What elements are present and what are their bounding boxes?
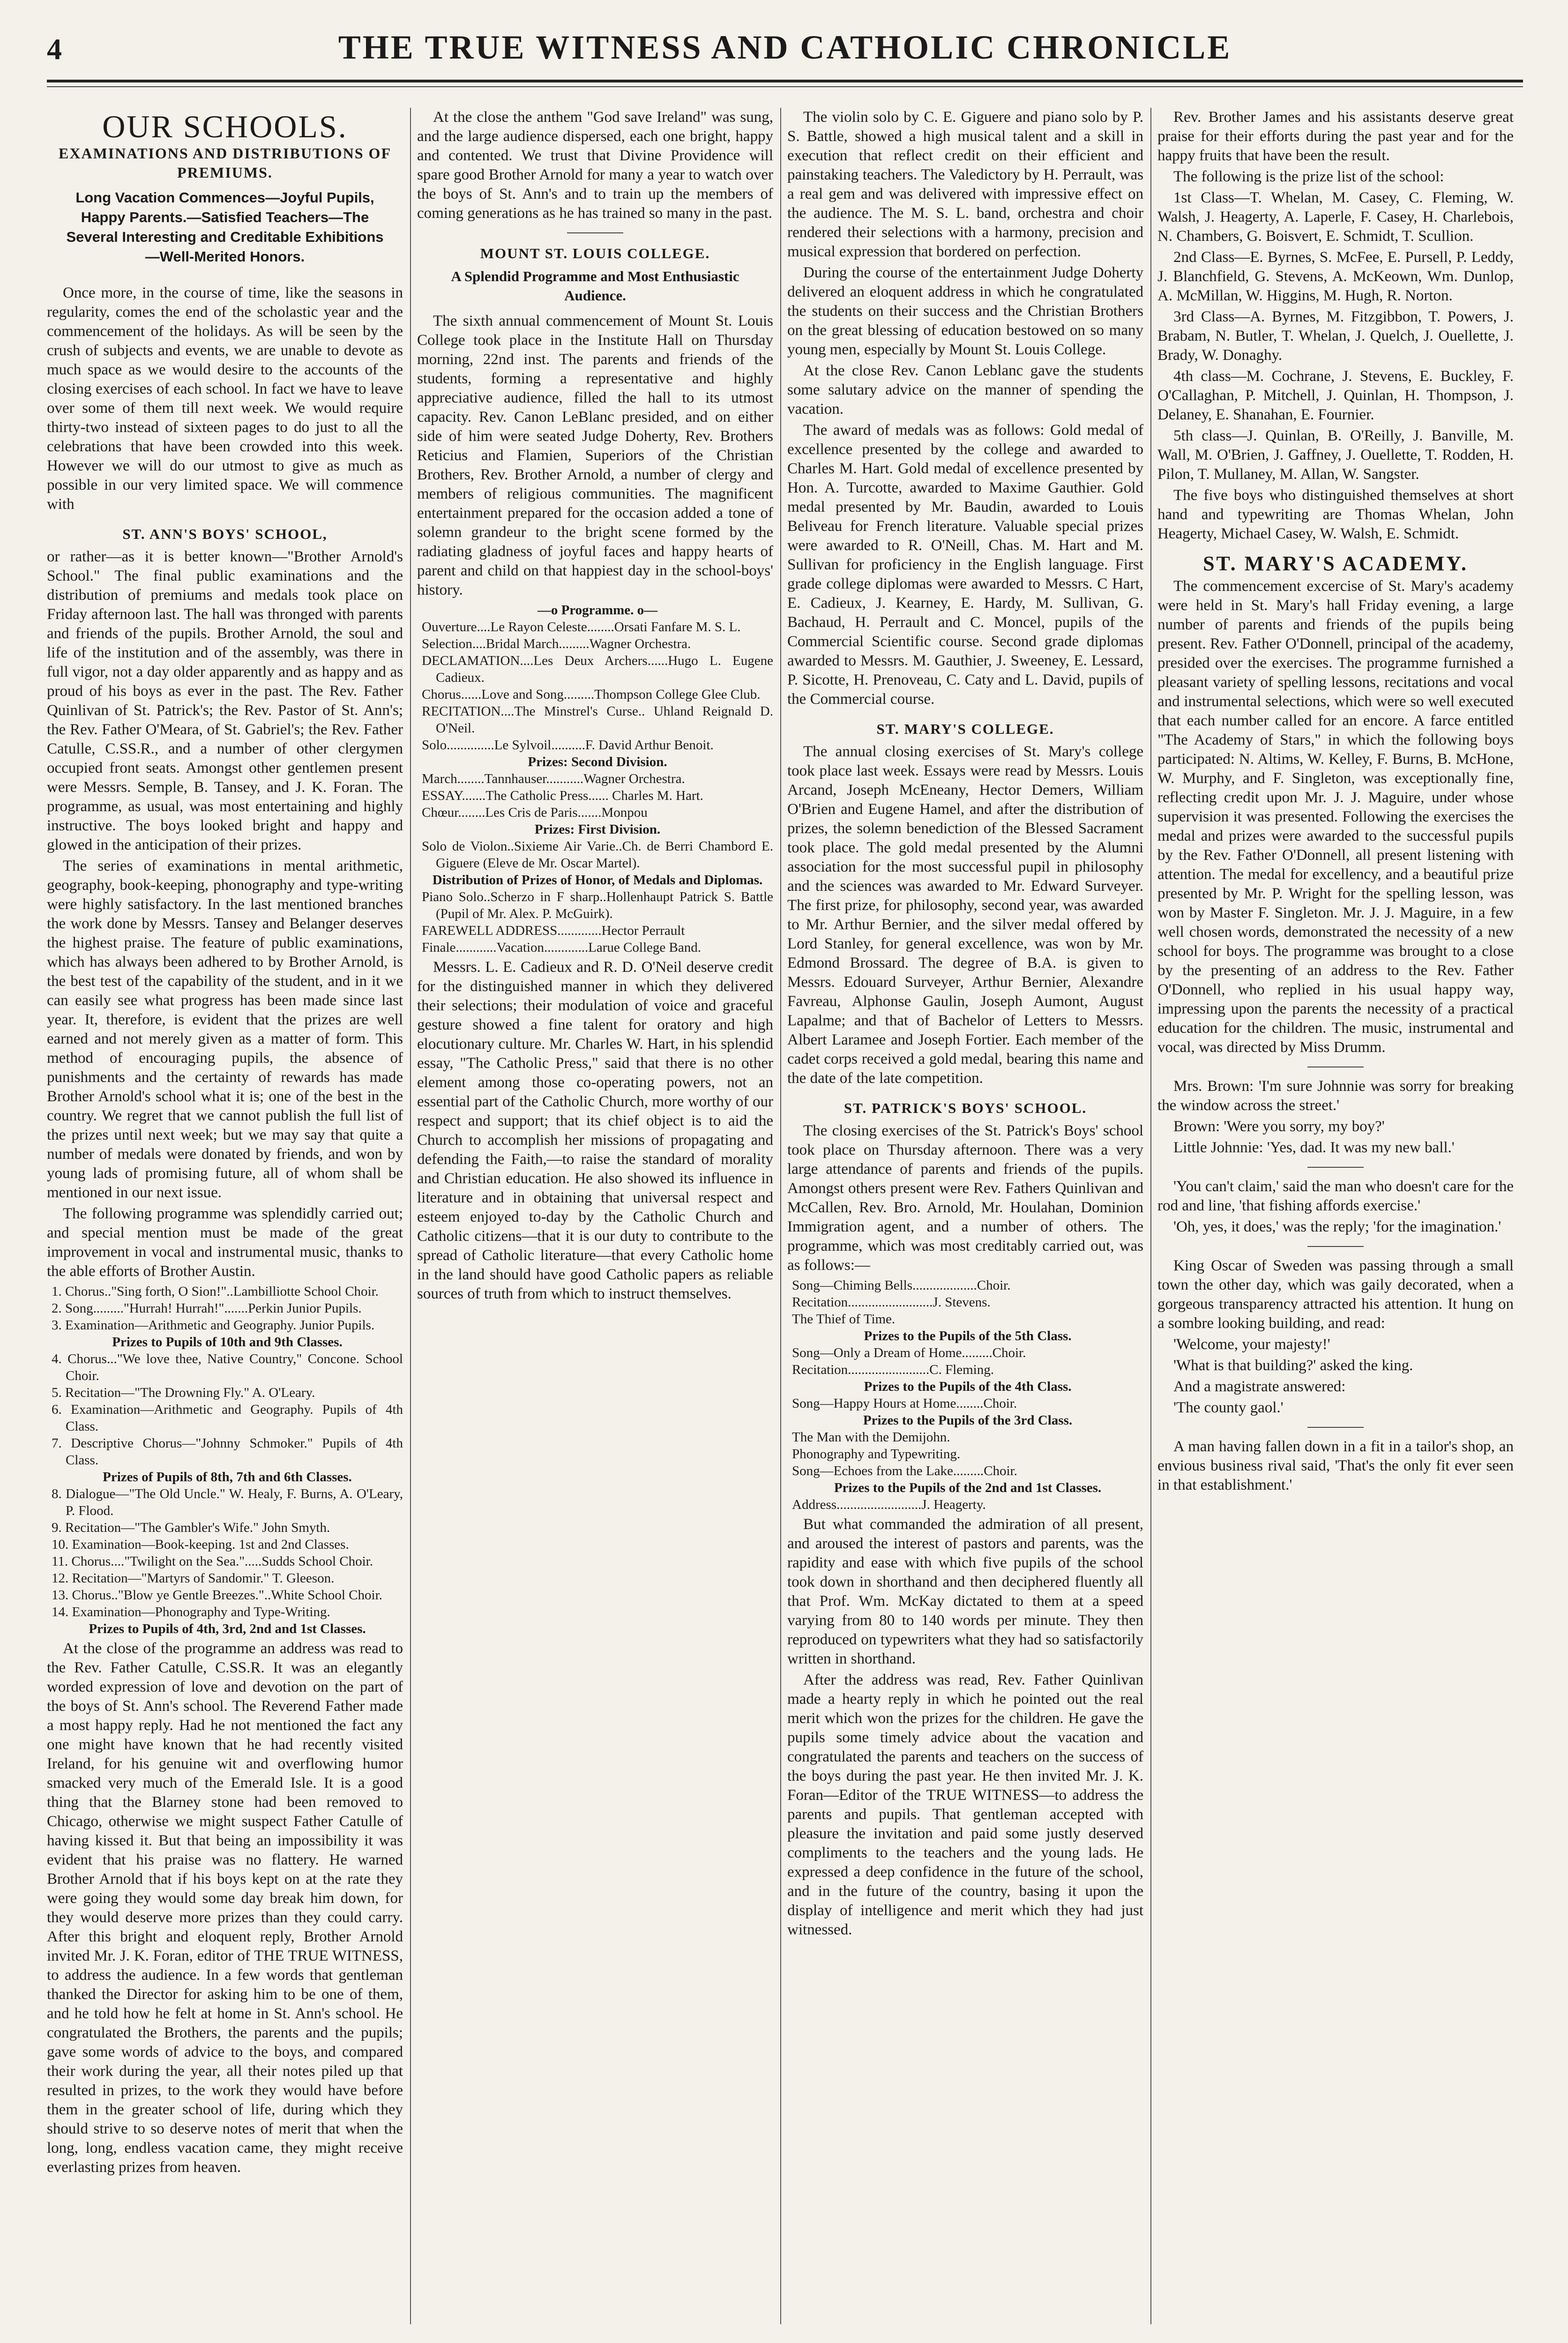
programme-item: Prizes of Pupils of 8th, 7th and 6th Classes.: [103, 1470, 352, 1485]
filler-item: And a magistrate answered:: [1173, 1378, 1346, 1395]
programme-item: DECLAMATION....Les Deux Archers......Hugo L. Eugene Cadieux.: [422, 653, 773, 685]
st-patricks-body-4: Rev. Brother James and his assistants deserve great praise for their efforts during the past year and for the happy fruits that have been the result.: [1157, 109, 1514, 164]
article-decks: Long Vacation Commences—Joyful Pupils, Happy Parents.—Satisfied Teachers—The Several Interesting and Creditable Exhibitions—Well-Merited Honors.: [66, 189, 384, 265]
paragraph: The series of examinations in mental arithmetic, geography, book-keeping, phonography and type-writing were highly satisfactory. In the last mentioned branches the work done by Messrs. Tansey and Belanger deserves the highest praise. The feature of public examinations, which has always been adhered to by Brother Arnold, is the best test of the capability of the student, and in it we can easily see what progress has been made since last year. It, therefore, is evident that the prizes are well earned and not merely given as a matter of form. This method of encouraging pupils, the absence of punishments and the certainty of rewards has made Brother Arnold's school what it is; one of the best in the country. We regret that we cannot publish the full list of the prizes until next week; but we may say that quite a number of medals were donated by friends, and won by young lads of promising future, all of whom shall be mentioned in our next issue.: [47, 858, 403, 1201]
programme-item: 3. Examination—Arithmetic and Geography. Junior Pupils.: [52, 1318, 375, 1333]
st-anns-closing-2: At the close the anthem "God save Ireland" was sung, and the large audience dispersed, each one bright, happy and contented. We trust that Divine Providence will spare good Brother Arnold for many a year to watch over the boys of St. Ann's and to train up the members of coming generations as he has trained so many in the past.: [417, 109, 773, 222]
programme-item: March........Tannhauser...........Wagner Orchestra.: [422, 771, 685, 786]
mount-st-louis-body-5: The award of medals was as follows: Gold medal of excellence presented by the college and awarded to Charles M. Hart. Gold medal of excellence presented by Hon. A. Turcotte, awarded to Maxime Gauthier. Gold medal presented by Mr. Baudin, awarded to Louis Beliveau for French literature. Valuable special prizes were awarded to R. O'Neill, Chas. M. Hart and M. Sullivan for proficiency in the English language. First grade college diplomas were awarded to Messrs. C Hart, E. Cadieux, J. Kearney, E. Hardy, M. Sullivan, G. Bachaud, H. Perrault and C. Moncel, pupils of the Commercial Scientific course. Second grade diplomas awarded to Messrs. M. Gauthier, J. Sweeney, E. Lessard, P. Sicotte, H. Prenoveau, C. Caty and L. David, pupils of the Commercial course.: [787, 422, 1143, 708]
st-marys-academy-body: The commencement excercise of St. Mary's academy were held in St. Mary's hall Friday evening, a large number of parents and friends of the pupils being present. Rev. Father O'Donnell, principal of the academy, presided over the exercises. The programme furnished a pleasant variety of spelling lessons, recitations and vocal and instrumental selections, which were so well executed that each number called for an encore. A farce entitled "The Academy of Stars," in which the following boys participated: N. Altims, W. Kelley, F. Burns, B. McHone, W. Murphy, and F. Singleton, was exceptionally fine, reflecting credit upon Mr. J. J. Maguire, under whose supervision it was presented. Following the exercises the medal and prizes were awarded to the successful pupils by the Rev. Father O'Donnell, all present listening with attention. The medal for excellency, and a beautiful prize presented by Mr. P. Wright for the spelling lesson, was won by Master F. Singleton. Mr. J. J. Maguire, in a few well chosen words, demonstrated the necessity of a new school for boys. The programme was brought to a close by the presenting of an address to the Rev. Father O'Donnell, who replied in his usual happy way, impressing upon the parents the necessity of a practical education for the children. The music, instrumental and vocal, was directed by Miss Drumm.: [1157, 578, 1514, 1056]
programme-heading: Distribution of Prizes of Honor, of Medals and Diplomas.: [432, 873, 763, 888]
programme-item: Selection....Bridal March.........Wagner Orchestra.: [422, 636, 691, 651]
programme-item: FAREWELL ADDRESS.............Hector Perrault: [422, 923, 685, 938]
section-rule: [1307, 1246, 1364, 1247]
programme-item: Address.........................J. Heagerty.: [792, 1497, 986, 1512]
filler-item: 'Oh, yes, it does,' was the reply; 'for the imagination.': [1173, 1218, 1501, 1235]
column-divider: [410, 108, 411, 2324]
programme-item: Song—Happy Hours at Home........Choir.: [792, 1396, 1017, 1411]
programme-item: 4. Chorus..."We love thee, Native Country," Concone. School Choir.: [52, 1351, 403, 1383]
st-patricks-body-3: After the address was read, Rev. Father Quinlivan made a hearty reply in which he pointed out the real merit which won the prizes for the children. He gave the pupils some timely advice about the vacation and congratulated the parents and teachers on the success of the boys during the past year. He then invited Mr. J. K. Foran—Editor of the TRUE WITNESS—to address the parents and pupils. That gentleman accepted with pleasure the invitation and paid some justly deserved compliments to the teachers and the young lads. He expressed a deep confidence in the future of the school, and in the future of the country, basing it upon the display of intelligence and merit which they had just witnessed.: [787, 1671, 1143, 1938]
prize-list-item: 4th class—M. Cochrane, J. Stevens, E. Buckley, F. O'Callaghan, P. Mitchell, J. Quinlan, H. Thompson, J. Delaney, E. Shanahan, E. Fournier.: [1157, 368, 1514, 423]
paragraph: The following programme was splendidly carried out; and special mention must be made of the great improvement in vocal and instrumental music, thanks to the able efforts of Brother Austin.: [47, 1205, 403, 1280]
programme-item: Prizes to the Pupils of the 3rd Class.: [863, 1413, 1073, 1428]
st-marys-academy-heading: ST. MARY'S ACADEMY.: [1203, 552, 1468, 575]
st-patricks-body-2: But what commanded the admiration of all present, and aroused the interest of pastors and parents, was the rapidity and ease with which five pupils of the school took down in shorthand and then deciphered fluently all that Prof. Wm. McKay dictated to them at a speed varying from 80 to 140 words per minute. They then reproduced on typewriters what they had so satisfactorily written in shorthand.: [787, 1516, 1143, 1667]
programme-item: 14. Examination—Phonography and Type-Writing.: [52, 1604, 330, 1619]
programme-item: Prizes to the Pupils of the 2nd and 1st Classes.: [834, 1480, 1102, 1495]
filler-item: King Oscar of Sweden was passing through a small town the other day, which was gaily decorated, when a gorgeous transparency attracted his attention. It hung on a sombre looking building, and read:: [1157, 1257, 1514, 1332]
mount-st-louis-body-2: The violin solo by C. E. Giguere and piano solo by P. S. Battle, showed a high musical talent and a skill in execution that reflect credit on their efficient and painstaking teachers. The Valedictory by H. Perrault, was a real gem and was delivered with impressive effect on the audience. The M. S. L. band, orchestra and choir rendered their selections with a harmony, precision and musical expression that bordered on perfection.: [787, 109, 1143, 260]
article-intro: Once more, in the course of time, like the seasons in regularity, comes the end of the scholastic year and the commencement of the holidays. As will be seen by the crush of subjects and events, we are unable to devote as much space as we would desire to the accounts of the closing exercises of each school. In fact we have to leave over some of them till next week. We would require thirty-two instead of sixteen pages to do just to all the celebrations that have been crowded into this week. However we will do our utmost to give as much as possible in our very limited space. We will commence with: [47, 284, 403, 513]
column-divider: [780, 108, 781, 2324]
prize-list-item: 3rd Class—A. Byrnes, M. Fitzgibbon, T. Powers, J. Brabam, N. Butler, T. Whelan, J. Quelch, J. Ouellette, J. Brady, W. Donaghy.: [1157, 308, 1514, 364]
programme-item: Ouverture....Le Rayon Celeste........Orsati Fanfare M. S. L.: [422, 619, 741, 634]
section-rule: [567, 232, 623, 233]
section-rule: [1307, 1167, 1364, 1168]
st-patricks-body-6: The five boys who distinguished themselves at short hand and typewriting are Thomas Whelan, John Heagerty, Michael Casey, W. Walsh, E. Schmidt.: [1157, 487, 1514, 542]
programme-item: Recitation........................C. Fleming.: [792, 1362, 994, 1377]
programme-item: Prizes to Pupils of 4th, 3rd, 2nd and 1st Classes.: [89, 1621, 366, 1636]
masthead: [47, 28, 1523, 82]
st-marys-college-heading: ST. MARY'S COLLEGE.: [876, 721, 1054, 737]
mount-st-louis-body: Messrs. L. E. Cadieux and R. D. O'Neil deserve credit for the distinguished manner in which they delivered their selections; their modulation of voice and graceful gesture showed a fine talent for oratory and high elocutionary culture. Mr. Charles W. Hart, in his splendid essay, "The Catholic Press," said that there is no other element among those co-operating powers, not an essential part of the Catholic Church, more worthy of our respect and support; that its chief object is to aid the Church to accomplish her missions of propagating and defending the Faith,—to raise the standard of morality and Christian education. He also showed its influence in literature and in obtaining that universal respect and esteem enjoyed to-day by the Catholic Church and Catholic citizens—that it is our duty to contribute to the spread of Catholic literature—that every Catholic home in the land should have good Catholic papers as reliable sources of truth from which to instruct themselves.: [417, 959, 773, 1302]
programme-item: Chorus......Love and Song.........Thompson College Glee Club.: [422, 687, 761, 702]
programme-item: 10. Examination—Book-keeping. 1st and 2nd Classes.: [52, 1537, 349, 1552]
filler-item: 'What is that building?' asked the king.: [1173, 1357, 1413, 1374]
article-title: OUR SCHOOLS.: [102, 109, 348, 144]
programme-item: Prizes to the Pupils of the 4th Class.: [864, 1379, 1072, 1394]
programme-item: 2. Song........."Hurrah! Hurrah!".......Perkin Junior Pupils.: [52, 1301, 362, 1316]
programme-heading: Prizes: Second Division.: [528, 754, 667, 769]
mount-st-louis-heading: MOUNT ST. LOUIS COLLEGE.: [480, 245, 710, 261]
programme-item: Song—Chiming Bells...................Choir.: [792, 1278, 1011, 1293]
programme-item: Chœur........Les Cris de Paris.......Monpou: [422, 805, 648, 820]
programme-item: The Thief of Time.: [792, 1312, 896, 1327]
programme-item: The Man with the Demijohn.: [792, 1430, 950, 1445]
filler-item: Mrs. Brown: 'I'm sure Johnnie was sorry for breaking the window across the street.': [1157, 1078, 1514, 1114]
programme-item: RECITATION....The Minstrel's Curse.. Uhland Reignald D. O'Neil.: [422, 704, 773, 736]
programme-heading: —o Programme. o—: [537, 603, 658, 618]
programme-item: Phonography and Typewriting.: [792, 1447, 961, 1462]
programme-item: Song—Echoes from the Lake.........Choir.: [792, 1463, 1017, 1478]
programme-item: Recitation.........................J. Stevens.: [792, 1295, 991, 1310]
programme-item: 8. Dialogue—"The Old Uncle." W. Healy, F. Burns, A. O'Leary, P. Flood.: [52, 1486, 403, 1518]
programme-item: 9. Recitation—"The Gambler's Wife." John Smyth.: [52, 1520, 330, 1535]
mount-st-louis-body-3: During the course of the entertainment Judge Doherty delivered an eloquent address in which he congratulated the students on their success and the Christian Brothers on the great blessing of education bestowed on so many young men, especially by Mount St. Louis College.: [787, 264, 1143, 358]
st-marys-college-body: The annual closing exercises of St. Mary's college took place last week. Essays were read by Messrs. Louis Arcand, Joseph McEneany, Hector Demers, William O'Brien and Eugene Hamel, and after the distribution of prizes, the solemn benediction of the Blessed Sacrament took place. The gold medal presented by the Alumni association for the most successful pupil in philosophy and the sciences was awarded to Mr. Edward Surveyer. The first prize, for philosophy, second year, was awarded to Mr. Arthur Bernier, and the silver medal offered by Lord Stanley, for general excellence, was won by Mr. Edmond Brossard. The degree of B.A. is given to Messrs. Edouard Surveyer, Arthur Bernier, Alexandre Favreau, Alphonse Gaulin, Joseph Aumont, August Lapalme; and that of Bachelor of Letters to Messrs. Albert Laramee and Joseph Fortier. Each member of the cadet corps received a gold medal, bearing this name and the date of the late competition.: [787, 743, 1143, 1087]
programme-heading: Prizes: First Division.: [534, 822, 661, 837]
st-anns-programme: [52, 1283, 403, 1637]
st-patricks-programme: [792, 1277, 1143, 1513]
programme-item: Piano Solo..Scherzo in F sharp..Hollenhaupt Patrick S. Battle (Pupil of Mr. Alex. P. McGuirk).: [422, 889, 773, 921]
prize-list-item: 5th class—J. Quinlan, B. O'Reilly, J. Banville, M. Wall, M. O'Brien, J. Gaffney, J. Ouellette, T. Rodden, H. Pilon, T. Mullaney, M. Allan, W. Sangster.: [1157, 427, 1514, 483]
article-subtitle: EXAMINATIONS AND DISTRIBUTIONS OF PREMIUMS.: [59, 145, 391, 181]
programme-item: Song—Only a Dream of Home.........Choir.: [792, 1345, 1026, 1360]
column-3: [787, 108, 1143, 2324]
st-patricks-heading: ST. PATRICK'S BOYS' SCHOOL.: [844, 1100, 1087, 1116]
column-divider: [1150, 108, 1151, 2324]
mount-st-louis-intro: The sixth annual commencement of Mount St. Louis College took place in the Institute Hall on Thursday morning, 22nd inst. The parents and friends of the students, forming a representative and highly appreciative audience, filled the hall to its utmost capacity. Rev. Canon LeBlanc presided, and on either side of him were seated Judge Doherty, Rev. Brothers Reticius and Flamien, Superiors of the Christian Brothers, Rev. Brother Arnold, a number of clergy and members of religious communities. The magnificent entertainment prepared for the occasion added a tone of solemn grandeur to the bright scene formed by the radiating gladness of joyful faces and happy hearts of parent and child on that happiest day in the school-boys' history.: [417, 313, 773, 598]
filler-item: 'The county gaol.': [1173, 1399, 1284, 1416]
programme-item: 6. Examination—Arithmetic and Geography. Pupils of 4th Class.: [52, 1402, 403, 1434]
programme-item: 7. Descriptive Chorus—"Johnny Schmoker." Pupils of 4th Class.: [52, 1436, 403, 1468]
section-rule: [1307, 1427, 1364, 1428]
programme-item: Prizes to the Pupils of the 5th Class.: [864, 1328, 1072, 1343]
programme-item: Finale............Vacation.............Larue College Band.: [422, 940, 701, 955]
mount-st-louis-deck: A Splendid Programme and Most Enthusiastic Audience.: [451, 268, 739, 304]
programme-item: Prizes to Pupils of 10th and 9th Classes.: [112, 1335, 343, 1350]
column-4: [1157, 108, 1514, 2324]
programme-item: Solo de Violon..Sixieme Air Varie..Ch. de Berri Chambord E. Giguere (Eleve de Mr. Oscar Martel).: [422, 839, 773, 871]
programme-item: 11. Chorus...."Twilight on the Sea.".....Sudds School Choir.: [52, 1554, 373, 1569]
st-anns-closing: At the close of the programme an address was read to the Rev. Father Catulle, C.SS.R. It was an elegantly worded expression of love and devotion on the part of the boys of St. Ann's school. The Reverend Father made a most happy reply. Had he not mentioned the fact any one might have known that he had recently visited Ireland, for his genuine wit and overflowing humor smacked very much of the Emerald Isle. It is a good thing that the Blarney stone had been removed to Chicago, otherwise we might suspect Father Catulle of having kissed it. But that being an impossibility it was evident that his praise was no flattery. He warned Brother Arnold that if his boys kept on at the rate they were going they would some day break him down, for they would deserve more prizes than they could carry. After this bright and eloquent reply, Brother Arnold invited Mr. J. K. Foran, editor of THE TRUE WITNESS, to address the audience. In a few words that gentleman thanked the Director for asking him to be one of them, and he told how he felt at home in St. Ann's school. He congratulated the Brothers, the parents and the pupils; gave some words of advice to the boys, and compared their work during the year, all their notes piled up that resulted in prizes, to the work they would have before them in the greater school of life, during which they should strive to so deserve notes of merit that when the long, long, endless vacation came, they might receive everlasting prizes from heaven.: [47, 1640, 403, 2176]
st-patricks-body-5: The following is the prize list of the school:: [1173, 168, 1444, 185]
programme-item: ESSAY.......The Catholic Press...... Charles M. Hart.: [422, 788, 703, 803]
column-2: [417, 108, 773, 2324]
page-number: 4: [47, 32, 62, 66]
mount-st-louis-programme: [422, 602, 773, 956]
masthead-rule: [47, 86, 1523, 87]
filler-item: 'You can't claim,' said the man who doesn't care for the rod and line, 'that fishing affords exercise.': [1157, 1178, 1514, 1214]
prize-list-item: 2nd Class—E. Byrnes, S. McFee, E. Pursell, P. Leddy, J. Blanchfield, G. Stevens, A. McKeown, Wm. Dunlop, A. McMillan, W. Higgins, M. Hugh, R. Norton.: [1157, 249, 1514, 304]
programme-item: 13. Chorus.."Blow ye Gentle Breezes."..White School Choir.: [52, 1588, 382, 1603]
programme-item: 5. Recitation—"The Drowning Fly." A. O'Leary.: [52, 1385, 315, 1400]
st-patricks-body: The closing exercises of the St. Patrick's Boys' school took place on Thursday afternoon. There was a very large attendance of parents and friends of the pupils. Amongst others present were Rev. Fathers Quinlivan and McCallen, Rev. Bro. Arnold, Mr. Houlahan, Dominion Immigration agent, and a number of others. The programme, which was most creditably carried out, was as follows:—: [787, 1122, 1143, 1274]
mount-st-louis-body-4: At the close Rev. Canon Leblanc gave the students some salutary advice on the manner of spending the vacation.: [787, 362, 1143, 418]
paper-title: THE TRUE WITNESS AND CATHOLIC CHRONICLE: [338, 29, 1232, 66]
programme-item: 1. Chorus.."Sing forth, O Sion!"..Lambilliotte School Choir.: [52, 1284, 379, 1299]
st-anns-heading: ST. ANN'S BOYS' SCHOOL,: [122, 526, 328, 542]
filler-item: Little Johnnie: 'Yes, dad. It was my new ball.': [1173, 1139, 1455, 1156]
filler-item: Brown: 'Were you sorry, my boy?': [1173, 1118, 1385, 1135]
filler-item: A man having fallen down in a fit in a tailor's shop, an envious business rival said, 'That's the only fit ever seen in that establishment.': [1157, 1438, 1514, 1493]
paragraph: or rather—as it is better known—"Brother Arnold's School." The final public examinations and the distribution of premiums and medals took place on Friday afternoon last. The hall was thronged with parents and friends of the pupils. Brother Arnold, the soul and life of the institution and of the assembly, was there in full vigor, not a day older apparently and as happy and as proud of his boys as ever in the past. The Rev. Father Quinlivan of St. Patrick's; the Rev. Pastor of St. Ann's; the Rev. Father O'Meara, of St. Gabriel's; the Rev. Father Catulle, C.SS.R., and a number of other clergymen occupied front seats. Amongst other gentlemen present were Messrs. Semple, B. Tansey, and J. K. Foran. The programme, as usual, was most entertaining and highly instructive. The boys looked bright and happy and glowed in the anticipation of their prizes.: [47, 548, 403, 853]
programme-item: Solo..............Le Sylvoil..........F. David Arthur Benoit.: [422, 738, 714, 753]
programme-item: 12. Recitation—"Martyrs of Sandomir." T. Gleeson.: [52, 1571, 335, 1586]
filler-item: 'Welcome, your majesty!': [1173, 1336, 1330, 1353]
prize-list-item: 1st Class—T. Whelan, M. Casey, C. Fleming, W. Walsh, J. Heagerty, A. Laperle, F. Casey, H. Charlebois, N. Chambers, G. Boisvert, E. Schmidt, T. Scullion.: [1157, 189, 1514, 245]
column-1: [47, 108, 403, 2324]
